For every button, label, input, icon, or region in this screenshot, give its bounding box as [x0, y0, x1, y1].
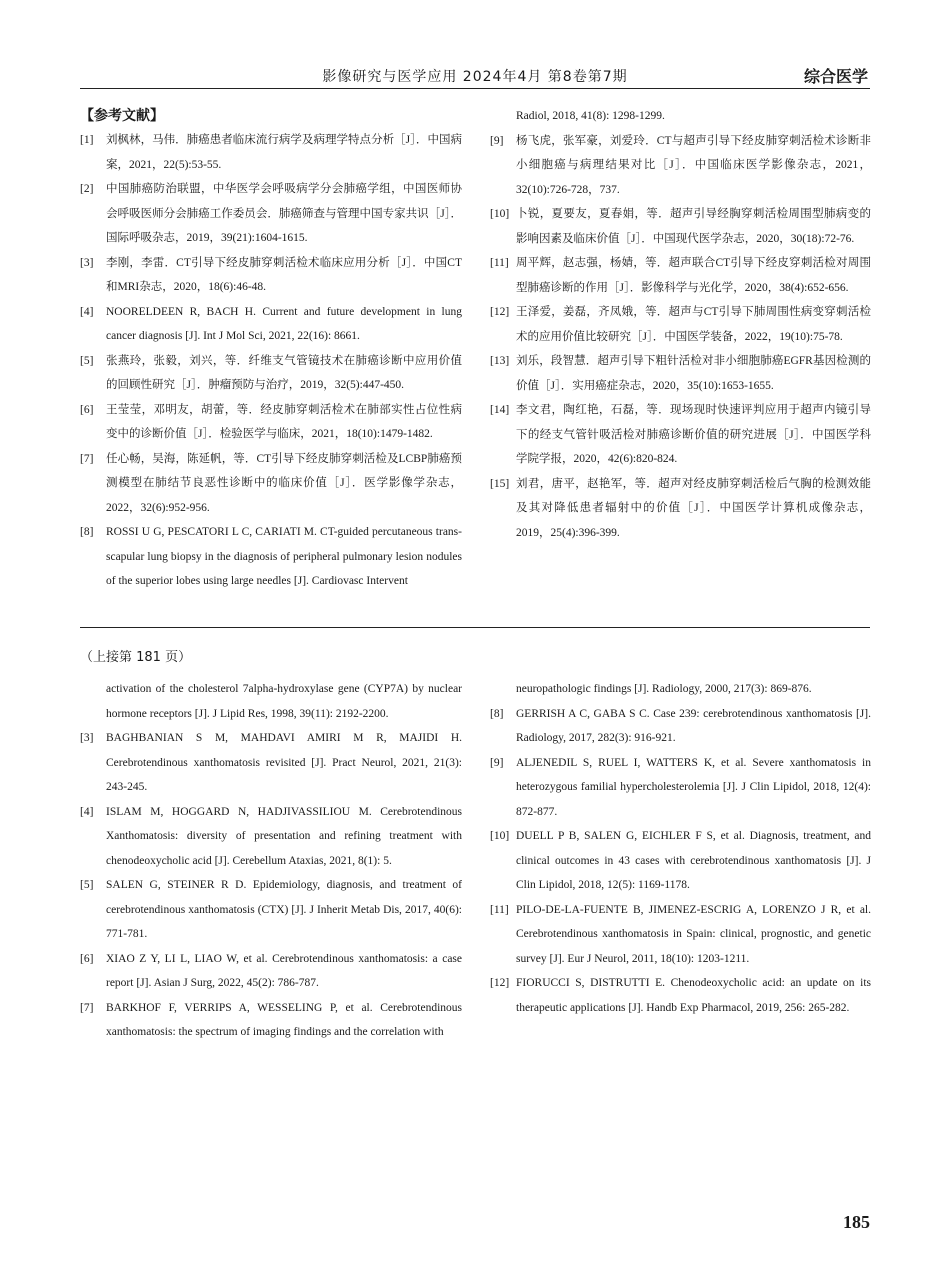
reference-text: 杨飞虎，张军豪，刘爱玲．CT与超声引导下经皮肺穿刺活检术诊断非小细胞癌与病理结果对比［J］．中国临床医学影像杂志，2021，32(10):726-728，737. — [516, 134, 871, 196]
reference-item — [80, 726, 462, 800]
reference-item — [490, 824, 871, 898]
reference-item — [80, 947, 462, 996]
reference-text: 李文君，陶红艳，石磊，等．现场现时快速评判应用于超声内镜引导下的经支气管针吸活检对肺癌诊断价值的研究进展［J］．中国医学科学院学报，2020，42(6):820-824. — [516, 404, 871, 465]
reference-item — [490, 349, 871, 398]
reference-text: SALEN G, STEINER R D. Epidemiology, diagnosis, and treatment of cerebrotendinous xanthomatosis (CTX) [J]. J Inherit Metab Dis, 2017, 40(6): 771-781. — [106, 879, 462, 940]
reference-text: ALJENEDIL S, RUEL I, WATTERS K, et al. Severe xanthomatosis in heterozygous familial hypercholesterolemia [J]. J Clin Lipidol, 2018, 12(4): 872-877. — [516, 756, 871, 818]
reference-number: [12] — [490, 306, 510, 318]
reference-text: FIORUCCI S, DISTRUTTI E. Chenodeoxycholic acid: an update on its therapeutic applications [J]. Handb Exp Pharmacol, 2019, 256: 265-282. — [516, 977, 871, 1014]
reference-number: [4] — [80, 805, 94, 818]
references-right-column — [490, 104, 871, 545]
continued-references-right-column — [490, 677, 871, 1020]
reference-number: [15] — [490, 477, 510, 490]
reference-number: [7] — [80, 1001, 94, 1014]
reference-number: [8] — [80, 526, 94, 538]
reference-number: [4] — [80, 305, 94, 318]
reference-item — [80, 251, 462, 300]
page-header — [80, 60, 870, 89]
reference-continuation: Radiol, 2018, 41(8): 1298-1299. — [516, 110, 665, 122]
reference-number: [11] — [490, 903, 509, 916]
reference-number: [14] — [490, 404, 510, 416]
reference-item — [80, 873, 462, 947]
reference-text: 李刚，李雷．CT引导下经皮肺穿刺活检术临床应用分析［J］．中国CT和MRI杂志，2020，18(6):46-48. — [106, 256, 462, 293]
reference-list — [490, 702, 871, 1021]
reference-number: [3] — [80, 732, 94, 744]
reference-text: GERRISH A C, GABA S C. Case 239: cerebrotendinous xanthomatosis [J]. Radiology, 2017, 282(3): 916-921. — [516, 707, 871, 744]
reference-list — [490, 129, 871, 546]
reference-item — [80, 349, 462, 398]
reference-item — [80, 520, 462, 594]
reference-item — [490, 898, 871, 972]
reference-item — [490, 472, 871, 546]
reference-number: [2] — [80, 183, 94, 195]
reference-text: 王莹莹，邓明友，胡蕾，等．经皮肺穿刺活检术在肺部实性占位性病变中的诊断价值［J］．检验医学与临床，2021，18(10):1479-1482. — [106, 403, 462, 440]
reference-number: [10] — [490, 208, 510, 220]
reference-text: 任心畅，吴海，陈延帆，等．CT引导下经皮肺穿刺活检及LCBP肺癌预测模型在肺结节良恶性诊断中的临床价值［J］．医学影像学杂志，2022，32(6):952-956. — [106, 452, 462, 514]
reference-text: DUELL P B, SALEN G, EICHLER F S, et al. Diagnosis, treatment, and clinical outcomes in 43 cases with cerebrotendinous xanthomatosis [J]. J Clin Lipidol, 2018, 12(5): 1169-1178. — [516, 830, 871, 891]
reference-number: [6] — [80, 403, 94, 416]
references-heading: 【参考文献】 — [80, 108, 164, 124]
reference-number: [6] — [80, 952, 94, 965]
reference-number: [8] — [490, 707, 504, 720]
reference-item — [80, 177, 462, 251]
page-number: 185 — [843, 1212, 870, 1232]
reference-item — [80, 128, 462, 177]
reference-text: NOORELDEEN R, BACH H. Current and future development in lung cancer diagnosis [J]. Int J Mol Sci, 2021, 22(16): 8661. — [106, 305, 462, 342]
reference-item — [490, 300, 871, 349]
section-title: 综合医学 — [803, 67, 868, 86]
reference-text: 张燕玲，张毅，刘兴，等．纤维支气管镜技术在肺癌诊断中应用价值的回顾性研究［J］．肿瘤预防与治疗，2019，32(5):447-450. — [106, 354, 462, 391]
reference-number: [12] — [490, 977, 510, 989]
reference-list — [80, 128, 462, 594]
reference-item — [490, 129, 871, 203]
section-divider — [80, 627, 870, 628]
reference-item — [490, 751, 871, 825]
reference-item — [80, 300, 462, 349]
reference-text: BAGHBANIAN S M, MAHDAVI AMIRI M R, MAJIDI H. Cerebrotendinous xanthomatosis revisited [J]. Pract Neurol, 2021, 21(3): 243-245. — [106, 732, 462, 793]
reference-number: [9] — [490, 756, 504, 769]
reference-number: [13] — [490, 355, 510, 367]
reference-text: ISLAM M, HOGGARD N, HADJIVASSILIOU M. Cerebrotendinous Xanthomatosis: diversity of presentation and refining treatment with chenodeoxycholic acid [J]. Cerebellum Ataxias, 2021, 8(1): 5. — [106, 805, 462, 867]
reference-number: [10] — [490, 830, 510, 842]
reference-item — [490, 971, 871, 1020]
reference-list — [80, 726, 462, 1045]
reference-text: 中国肺癌防治联盟，中华医学会呼吸病学分会肺癌学组，中国医师协会呼吸医师分会肺癌工作委员会．肺癌筛查与管理中国专家共识［J］．国际呼吸杂志，2019，39(21):1604-1615. — [106, 183, 462, 244]
reference-number: [5] — [80, 879, 94, 891]
reference-number: [3] — [80, 256, 94, 269]
reference-item — [80, 398, 462, 447]
reference-text: BARKHOF F, VERRIPS A, WESSELING P, et al. Cerebrotendinous xanthomatosis: the spectrum of imaging findings and the correlation with — [106, 1001, 462, 1038]
reference-text: ROSSI U G, PESCATORI L C, CARIATI M. CT-guided percutaneous trans-scapular lung biopsy in the diagnosis of peripheral pulmonary lesion nodules of the superior lobes using large needles [J]. Cardiovasc Intervent — [106, 526, 462, 587]
reference-number: [9] — [490, 134, 504, 147]
continued-references-left-column — [80, 677, 462, 1045]
reference-text: 卜锐，夏要友，夏春娟，等．超声引导经胸穿刺活检周围型肺病变的影响因素及临床价值［J］．中国现代医学杂志，2020，30(18):72-76. — [516, 208, 871, 245]
reference-text: 刘君，唐平，赵艳军，等．超声对经皮肺穿刺活检后气胸的检测效能及其对降低患者辐射中的价值［J］．中国医学计算机成像杂志，2019，25(4):396-399. — [516, 477, 871, 539]
reference-text: PILO-DE-LA-FUENTE B, JIMENEZ-ESCRIG A, LORENZO J R, et al. Cerebrotendinous xanthomatosis in Spain: clinical, prognostic, and genetic survey [J]. Eur J Neurol, 2011, 18(10): 1203-1211. — [516, 903, 871, 965]
reference-item — [80, 800, 462, 874]
reference-text: 刘乐，段智慧．超声引导下粗针活检对非小细胞肺癌EGFR基因检测的价值［J］．实用癌症杂志，2020，35(10):1653-1655. — [516, 355, 871, 392]
reference-text: 王泽爱，姜磊，齐凤娥，等．超声与CT引导下肺周围性病变穿刺活检术的应用价值比较研究［J］．中国医学装备，2022，19(10):75-78. — [516, 306, 871, 343]
reference-item — [80, 447, 462, 521]
reference-item — [490, 398, 871, 472]
reference-text: 刘枫林，马伟．肺癌患者临床流行病学及病理学特点分析［J］．中国病案，2021，22(5):53-55. — [106, 134, 462, 171]
reference-text: 周平辉，赵志强，杨婧，等．超声联合CT引导下经皮穿刺活检对周围型肺癌诊断的作用［J］．影像科学与光化学，2020，38(4):652-656. — [516, 257, 871, 294]
reference-continuation: neuropathologic findings [J]. Radiology, 2000, 217(3): 869-876. — [516, 683, 812, 695]
reference-item — [490, 702, 871, 751]
reference-continuation: activation of the cholesterol 7alpha-hydroxylase gene (CYP7A) by nuclear hormone receptors [J]. J Lipid Res, 1998, 39(11): 2192-2200. — [106, 683, 462, 720]
reference-number: [1] — [80, 134, 94, 146]
reference-number: [11] — [490, 257, 509, 269]
reference-text: XIAO Z Y, LI L, LIAO W, et al. Cerebrotendinous xanthomatosis: a case report [J]. Asian J Surg, 2022, 45(2): 786-787. — [106, 952, 462, 989]
reference-item — [490, 251, 871, 300]
reference-item — [80, 996, 462, 1045]
reference-number: [5] — [80, 354, 94, 367]
reference-item — [490, 202, 871, 251]
journal-title: 影像研究与医学应用 2024年4月 第8卷第7期 — [322, 69, 628, 85]
references-left-column — [80, 104, 462, 594]
continued-from-note: （上接第 181 页） — [80, 650, 192, 665]
reference-number: [7] — [80, 452, 94, 465]
